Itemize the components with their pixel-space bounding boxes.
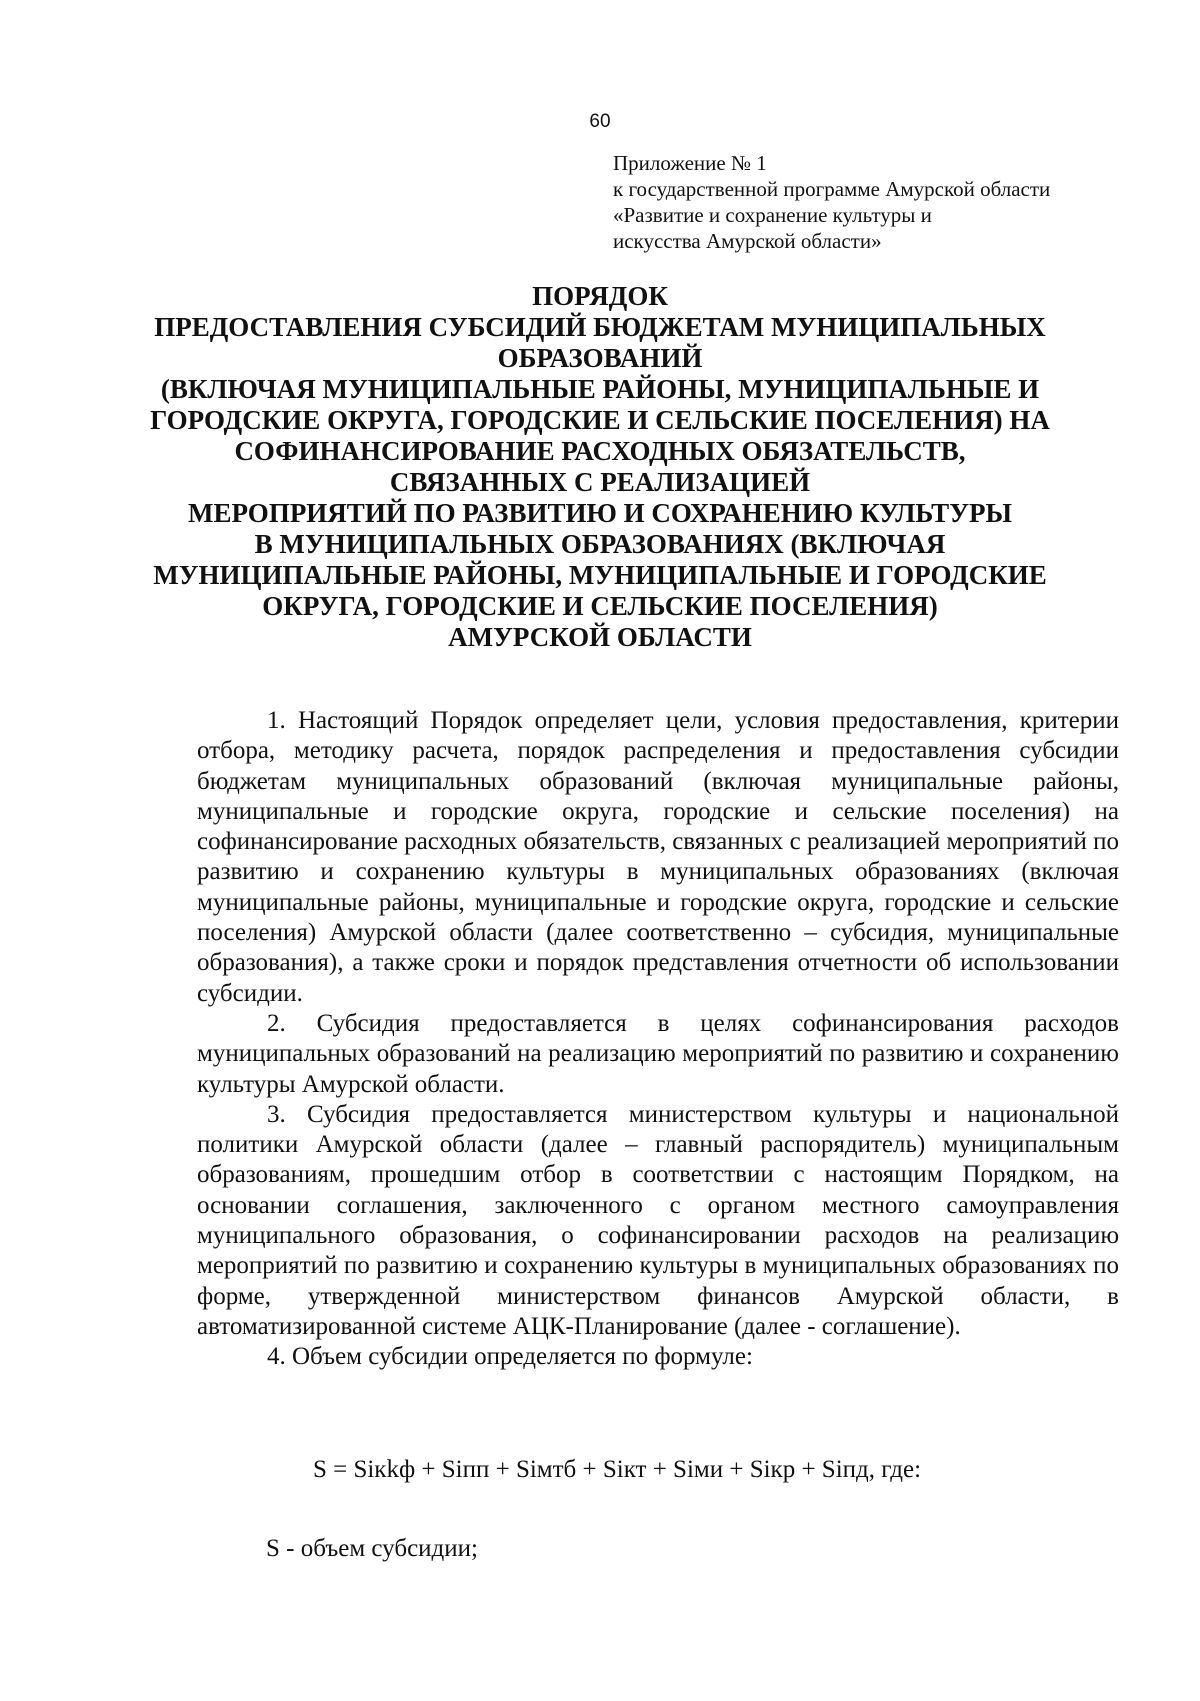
annex-line: к государственной программе Амурской области: [613, 177, 1051, 201]
paragraph-1: 1. Настоящий Порядок определяет цели, условия предоставления, критерии отбора, методику расчета, порядок распределения и предоставления субсидии бюджетам муниципальных образований (включая муниципальные районы, муниципальные и городские округа, городские и сельские поселения) на софинансирование расходных обязательств, связанных с реализацией мероприятий по развитию и сохранению культуры в муниципальных образованиях (включая муниципальные районы, муниципальные и городские округа, городские и сельские поселения) Амурской области (далее соответственно – субсидия, муниципальные образования), а также сроки и порядок представления отчетности об использовании субсидии.: [197, 707, 1119, 1007]
paragraph-4: 4. Объем субсидии определяется по формуле:: [267, 1343, 753, 1371]
annex-line: искусства Амурской области»: [613, 229, 882, 253]
title-line: МЕРОПРИЯТИЙ ПО РАЗВИТИЮ И СОХРАНЕНИЮ КУЛЬТУРЫ: [187, 498, 1013, 528]
formula-definition: S - объем субсидии;: [266, 1535, 478, 1562]
annex-line: Приложение № 1: [613, 151, 767, 175]
page-number: 60: [589, 111, 611, 132]
title-line: ГОРОДСКИЕ ОКРУГА, ГОРОДСКИЕ И СЕЛЬСКИЕ ПОСЕЛЕНИЯ) НА: [150, 405, 1050, 435]
title-line: (ВКЛЮЧАЯ МУНИЦИПАЛЬНЫЕ РАЙОНЫ, МУНИЦИПАЛЬНЫЕ И: [160, 374, 1040, 404]
title-line: СОФИНАНСИРОВАНИЕ РАСХОДНЫХ ОБЯЗАТЕЛЬСТВ,: [234, 436, 966, 466]
paragraph-3: 3. Субсидия предоставляется министерством культуры и национальной политики Амурской области (далее – главный распорядитель) муниципальным образованиям, прошедшим отбор в соответствии с настоящим Порядком, на основании соглашения, заключенного с органом местного самоуправления муниципального образования, о софинансировании расходов на реализацию мероприятий по развитию и сохранению культуры в муниципальных образованиях по форме, утвержденной министерством финансов Амурской области, в автоматизированной системе АЦК-Планирование (далее - соглашение).: [197, 1100, 1119, 1340]
annex-line: «Развитие и сохранение культуры и: [613, 203, 932, 227]
title-line: ПРЕДОСТАВЛЕНИЯ СУБСИДИЙ БЮДЖЕТАМ МУНИЦИПАЛЬНЫХ: [154, 312, 1046, 342]
annex-block: [613, 150, 1123, 254]
paragraph-2: 2. Субсидия предоставляется в целях софинансирования расходов муниципальных образований на реализацию мероприятий по развитию и сохранению культуры Амурской области.: [197, 1009, 1119, 1098]
title-line: ОБРАЗОВАНИЙ: [497, 343, 703, 373]
document-body: [197, 706, 1119, 1394]
title-line: ОКРУГА, ГОРОДСКИЕ И СЕЛЬСКИЕ ПОСЕЛЕНИЯ): [262, 591, 938, 621]
document-title: [100, 281, 1100, 653]
title-line: АМУРСКОЙ ОБЛАСТИ: [448, 622, 752, 652]
title-line: СВЯЗАННЫХ С РЕАЛИЗАЦИЕЙ: [389, 467, 811, 497]
subsidy-formula: S = Siкkф + Siпп + Siмтб + Siкт + Siми + Siкр + Siпд, где:: [312, 1456, 922, 1483]
title-line: ПОРЯДОК: [532, 281, 668, 311]
title-line: МУНИЦИПАЛЬНЫЕ РАЙОНЫ, МУНИЦИПАЛЬНЫЕ И ГОРОДСКИЕ: [153, 560, 1047, 590]
title-line: В МУНИЦИПАЛЬНЫХ ОБРАЗОВАНИЯХ (ВКЛЮЧАЯ: [254, 529, 946, 559]
